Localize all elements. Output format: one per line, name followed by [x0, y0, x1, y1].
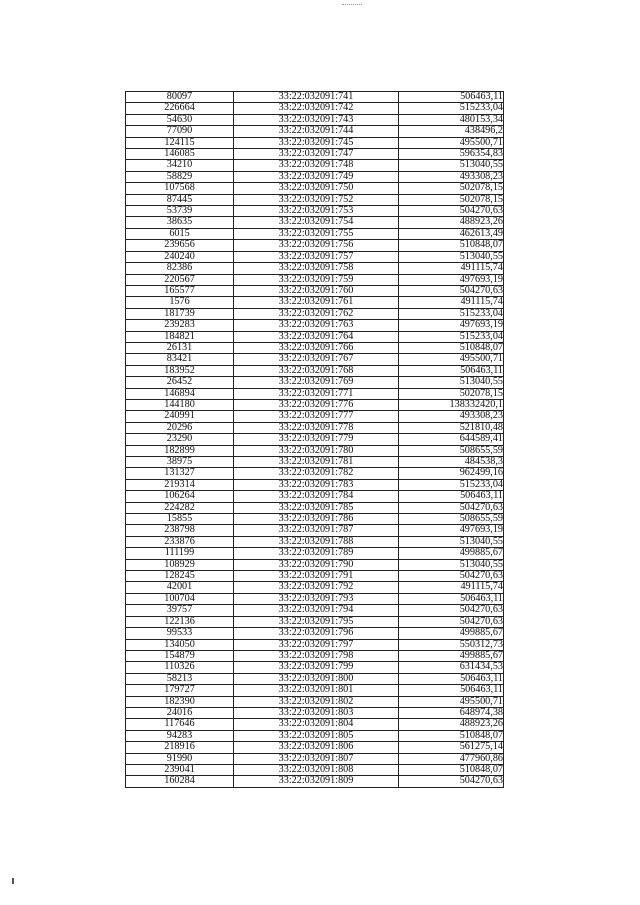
record-id-cell: 183952 — [126, 365, 234, 376]
record-id-cell: 54630 — [126, 114, 234, 125]
cadastral-value-cell: 502078,15 — [399, 183, 504, 194]
cadastral-number-cell: 33:22:032091:799 — [234, 662, 399, 673]
cadastral-number-cell: 33:22:032091:805 — [234, 730, 399, 741]
table-row — [126, 696, 504, 707]
table-row — [126, 525, 504, 536]
cadastral-value-cell: 644589,41 — [399, 434, 504, 445]
cadastral-value-cell: 499885,67 — [399, 548, 504, 559]
table-row — [126, 194, 504, 205]
scan-mark-top — [342, 4, 362, 7]
record-id-cell: 240991 — [126, 411, 234, 422]
record-id-cell: 38975 — [126, 457, 234, 468]
cadastral-number-cell: 33:22:032091:796 — [234, 628, 399, 639]
cadastral-number-cell: 33:22:032091:776 — [234, 399, 399, 410]
cadastral-value-cell: 502078,15 — [399, 388, 504, 399]
cadastral-value-cell: 510848,07 — [399, 764, 504, 775]
cadastral-value-cell: 513040,55 — [399, 251, 504, 262]
record-id-cell: 53739 — [126, 206, 234, 217]
cadastral-value-cell: 648974,38 — [399, 707, 504, 718]
cadastral-number-cell: 33:22:032091:763 — [234, 320, 399, 331]
cadastral-value-cell: 521810,48 — [399, 422, 504, 433]
cadastral-value-cell: 508655,59 — [399, 514, 504, 525]
record-id-cell: 240240 — [126, 251, 234, 262]
record-id-cell: 94283 — [126, 730, 234, 741]
table-row — [126, 593, 504, 604]
cadastral-number-cell: 33:22:032091:761 — [234, 297, 399, 308]
cadastral-number-cell: 33:22:032091:809 — [234, 776, 399, 787]
cadastral-number-cell: 33:22:032091:768 — [234, 365, 399, 376]
cadastral-value-cell: 502078,15 — [399, 194, 504, 205]
table-row — [126, 240, 504, 251]
record-id-cell: 58829 — [126, 171, 234, 182]
table-row — [126, 776, 504, 787]
cadastral-value-cell: 497693,19 — [399, 320, 504, 331]
cadastral-value-cell: 596354,83 — [399, 149, 504, 160]
record-id-cell: 182390 — [126, 696, 234, 707]
cadastral-value-cell: 508655,59 — [399, 445, 504, 456]
cadastral-value-cell: 497693,19 — [399, 525, 504, 536]
table-row — [126, 160, 504, 171]
cadastral-value-cell: 504270,63 — [399, 605, 504, 616]
cadastral-number-cell: 33:22:032091:748 — [234, 160, 399, 171]
cadastral-number-cell: 33:22:032091:804 — [234, 719, 399, 730]
cadastral-value-cell: 495500,71 — [399, 696, 504, 707]
cadastral-number-cell: 33:22:032091:767 — [234, 354, 399, 365]
cadastral-number-cell: 33:22:032091:795 — [234, 616, 399, 627]
cadastral-number-cell: 33:22:032091:752 — [234, 194, 399, 205]
record-id-cell: 111199 — [126, 548, 234, 559]
cadastral-number-cell: 33:22:032091:742 — [234, 103, 399, 114]
cadastral-value-cell: 504270,63 — [399, 206, 504, 217]
table-row — [126, 411, 504, 422]
table-row — [126, 502, 504, 513]
cadastral-number-cell: 33:22:032091:801 — [234, 685, 399, 696]
table-row — [126, 217, 504, 228]
cadastral-value-cell: 506463,11 — [399, 685, 504, 696]
record-id-cell: 122136 — [126, 616, 234, 627]
record-id-cell: 154879 — [126, 650, 234, 661]
table-row — [126, 103, 504, 114]
table-row — [126, 377, 504, 388]
record-id-cell: 219314 — [126, 479, 234, 490]
cadastral-number-cell: 33:22:032091:760 — [234, 285, 399, 296]
record-id-cell: 184821 — [126, 331, 234, 342]
cadastral-number-cell: 33:22:032091:786 — [234, 514, 399, 525]
cadastral-value-cell: 495500,71 — [399, 354, 504, 365]
table-row — [126, 742, 504, 753]
cadastral-value-cell: 513040,55 — [399, 536, 504, 547]
record-id-cell: 239283 — [126, 320, 234, 331]
table-row — [126, 331, 504, 342]
cadastral-number-cell: 33:22:032091:803 — [234, 707, 399, 718]
table-row — [126, 274, 504, 285]
cadastral-value-cell: 499885,67 — [399, 650, 504, 661]
cadastral-value-cell: 510848,07 — [399, 240, 504, 251]
record-id-cell: 146085 — [126, 149, 234, 160]
cadastral-value-cell: 491115,74 — [399, 582, 504, 593]
cadastral-value-cell: 499885,67 — [399, 628, 504, 639]
cadastral-value-cell: 462613,49 — [399, 228, 504, 239]
cadastral-value-cell: 513040,55 — [399, 160, 504, 171]
record-id-cell: 134050 — [126, 639, 234, 650]
cadastral-value-cell: 484538,3 — [399, 457, 504, 468]
cadastral-number-cell: 33:22:032091:754 — [234, 217, 399, 228]
record-id-cell: 146894 — [126, 388, 234, 399]
record-id-cell: 83421 — [126, 354, 234, 365]
cadastral-value-cell: 488923,26 — [399, 217, 504, 228]
table-row — [126, 571, 504, 582]
cadastral-number-cell: 33:22:032091:808 — [234, 764, 399, 775]
cadastral-value-cell: 510848,07 — [399, 730, 504, 741]
cadastral-value-cell: 631434,53 — [399, 662, 504, 673]
cadastral-number-cell: 33:22:032091:779 — [234, 434, 399, 445]
cadastral-number-cell: 33:22:032091:788 — [234, 536, 399, 547]
table-row — [126, 171, 504, 182]
record-id-cell: 182899 — [126, 445, 234, 456]
cadastral-value-cell: 477960,86 — [399, 753, 504, 764]
cadastral-value-table — [125, 91, 504, 788]
table-row — [126, 719, 504, 730]
table-row — [126, 126, 504, 137]
cadastral-value-cell: 488923,26 — [399, 719, 504, 730]
table-row — [126, 514, 504, 525]
cadastral-number-cell: 33:22:032091:743 — [234, 114, 399, 125]
record-id-cell: 6015 — [126, 228, 234, 239]
record-id-cell: 34210 — [126, 160, 234, 171]
record-id-cell: 218916 — [126, 742, 234, 753]
record-id-cell: 160284 — [126, 776, 234, 787]
cadastral-value-cell: 504270,63 — [399, 616, 504, 627]
record-id-cell: 38635 — [126, 217, 234, 228]
cadastral-value-cell: 506463,11 — [399, 673, 504, 684]
cadastral-number-cell: 33:22:032091:764 — [234, 331, 399, 342]
record-id-cell: 124115 — [126, 137, 234, 148]
record-id-cell: 58213 — [126, 673, 234, 684]
scan-mark-left — [12, 878, 14, 884]
table-row — [126, 639, 504, 650]
record-id-cell: 107568 — [126, 183, 234, 194]
cadastral-value-cell: 515233,04 — [399, 103, 504, 114]
record-id-cell: 20296 — [126, 422, 234, 433]
record-id-cell: 39757 — [126, 605, 234, 616]
record-id-cell: 238798 — [126, 525, 234, 536]
record-id-cell: 91990 — [126, 753, 234, 764]
table-row — [126, 354, 504, 365]
cadastral-number-cell: 33:22:032091:806 — [234, 742, 399, 753]
cadastral-number-cell: 33:22:032091:793 — [234, 593, 399, 604]
table-body — [126, 92, 504, 788]
table-row — [126, 764, 504, 775]
record-id-cell: 42001 — [126, 582, 234, 593]
table-row — [126, 445, 504, 456]
cadastral-number-cell: 33:22:032091:741 — [234, 92, 399, 103]
table-row — [126, 548, 504, 559]
cadastral-value-cell: 491115,74 — [399, 297, 504, 308]
table-row — [126, 673, 504, 684]
cadastral-number-cell: 33:22:032091:759 — [234, 274, 399, 285]
record-id-cell: 179727 — [126, 685, 234, 696]
table-row — [126, 628, 504, 639]
table-row — [126, 491, 504, 502]
record-id-cell: 131327 — [126, 468, 234, 479]
cadastral-number-cell: 33:22:032091:749 — [234, 171, 399, 182]
table-row — [126, 685, 504, 696]
record-id-cell: 181739 — [126, 308, 234, 319]
cadastral-value-cell: 493308,23 — [399, 411, 504, 422]
cadastral-value-cell: 480153,34 — [399, 114, 504, 125]
table-row — [126, 342, 504, 353]
cadastral-value-cell: 438496,2 — [399, 126, 504, 137]
table-row — [126, 365, 504, 376]
cadastral-number-cell: 33:22:032091:745 — [234, 137, 399, 148]
cadastral-number-cell: 33:22:032091:756 — [234, 240, 399, 251]
table-row — [126, 457, 504, 468]
record-id-cell: 117646 — [126, 719, 234, 730]
record-id-cell: 110326 — [126, 662, 234, 673]
cadastral-number-cell: 33:22:032091:762 — [234, 308, 399, 319]
record-id-cell: 15855 — [126, 514, 234, 525]
cadastral-number-cell: 33:22:032091:750 — [234, 183, 399, 194]
table-row — [126, 707, 504, 718]
record-id-cell: 23290 — [126, 434, 234, 445]
table-row — [126, 422, 504, 433]
table-row — [126, 285, 504, 296]
cadastral-number-cell: 33:22:032091:789 — [234, 548, 399, 559]
cadastral-value-cell: 497693,19 — [399, 274, 504, 285]
cadastral-number-cell: 33:22:032091:784 — [234, 491, 399, 502]
cadastral-value-cell: 495500,71 — [399, 137, 504, 148]
record-id-cell: 24016 — [126, 707, 234, 718]
table-row — [126, 582, 504, 593]
record-id-cell: 224282 — [126, 502, 234, 513]
table-row — [126, 559, 504, 570]
table-row — [126, 206, 504, 217]
record-id-cell: 82386 — [126, 263, 234, 274]
cadastral-number-cell: 33:22:032091:785 — [234, 502, 399, 513]
table-row — [126, 650, 504, 661]
table-row — [126, 228, 504, 239]
cadastral-value-cell: 504270,63 — [399, 571, 504, 582]
cadastral-number-cell: 33:22:032091:753 — [234, 206, 399, 217]
cadastral-number-cell: 33:22:032091:747 — [234, 149, 399, 160]
cadastral-value-cell: 513040,55 — [399, 559, 504, 570]
cadastral-value-cell: 504270,63 — [399, 776, 504, 787]
table-row — [126, 468, 504, 479]
record-id-cell: 226664 — [126, 103, 234, 114]
cadastral-number-cell: 33:22:032091:792 — [234, 582, 399, 593]
cadastral-number-cell: 33:22:032091:783 — [234, 479, 399, 490]
cadastral-number-cell: 33:22:032091:769 — [234, 377, 399, 388]
cadastral-value-cell: 138332420,1 — [399, 399, 504, 410]
cadastral-value-cell: 506463,11 — [399, 593, 504, 604]
cadastral-value-cell: 515233,04 — [399, 479, 504, 490]
record-id-cell: 26131 — [126, 342, 234, 353]
cadastral-value-cell: 506463,11 — [399, 491, 504, 502]
record-id-cell: 239656 — [126, 240, 234, 251]
table-row — [126, 388, 504, 399]
table-row — [126, 605, 504, 616]
table-row — [126, 434, 504, 445]
table-row — [126, 92, 504, 103]
table-row — [126, 479, 504, 490]
cadastral-value-cell: 510848,07 — [399, 342, 504, 353]
cadastral-value-cell: 561275,14 — [399, 742, 504, 753]
cadastral-number-cell: 33:22:032091:800 — [234, 673, 399, 684]
cadastral-number-cell: 33:22:032091:787 — [234, 525, 399, 536]
record-id-cell: 165577 — [126, 285, 234, 296]
table-row — [126, 616, 504, 627]
cadastral-number-cell: 33:22:032091:791 — [234, 571, 399, 582]
cadastral-number-cell: 33:22:032091:780 — [234, 445, 399, 456]
table-row — [126, 183, 504, 194]
cadastral-number-cell: 33:22:032091:798 — [234, 650, 399, 661]
table-row — [126, 320, 504, 331]
cadastral-number-cell: 33:22:032091:797 — [234, 639, 399, 650]
cadastral-value-cell: 513040,55 — [399, 377, 504, 388]
record-id-cell: 128245 — [126, 571, 234, 582]
record-id-cell: 233876 — [126, 536, 234, 547]
cadastral-value-cell: 506463,11 — [399, 365, 504, 376]
cadastral-number-cell: 33:22:032091:802 — [234, 696, 399, 707]
cadastral-number-cell: 33:22:032091:807 — [234, 753, 399, 764]
cadastral-number-cell: 33:22:032091:782 — [234, 468, 399, 479]
record-id-cell: 100704 — [126, 593, 234, 604]
cadastral-value-cell: 493308,23 — [399, 171, 504, 182]
cadastral-number-cell: 33:22:032091:766 — [234, 342, 399, 353]
record-id-cell: 80097 — [126, 92, 234, 103]
cadastral-value-cell: 491115,74 — [399, 263, 504, 274]
cadastral-number-cell: 33:22:032091:777 — [234, 411, 399, 422]
cadastral-value-cell: 504270,63 — [399, 502, 504, 513]
table-row — [126, 730, 504, 741]
record-id-cell: 220567 — [126, 274, 234, 285]
table-row — [126, 536, 504, 547]
table-row — [126, 308, 504, 319]
record-id-cell: 144180 — [126, 399, 234, 410]
cadastral-value-cell: 506463,11 — [399, 92, 504, 103]
table-row — [126, 399, 504, 410]
cadastral-value-cell: 515233,04 — [399, 308, 504, 319]
cadastral-number-cell: 33:22:032091:790 — [234, 559, 399, 570]
cadastral-number-cell: 33:22:032091:781 — [234, 457, 399, 468]
cadastral-number-cell: 33:22:032091:758 — [234, 263, 399, 274]
record-id-cell: 108929 — [126, 559, 234, 570]
table-row — [126, 251, 504, 262]
cadastral-value-cell: 962499,16 — [399, 468, 504, 479]
record-id-cell: 106264 — [126, 491, 234, 502]
table-row — [126, 263, 504, 274]
table-row — [126, 149, 504, 160]
cadastral-number-cell: 33:22:032091:757 — [234, 251, 399, 262]
table-row — [126, 297, 504, 308]
record-id-cell: 239041 — [126, 764, 234, 775]
table-row — [126, 662, 504, 673]
record-id-cell: 1576 — [126, 297, 234, 308]
cadastral-number-cell: 33:22:032091:794 — [234, 605, 399, 616]
record-id-cell: 87445 — [126, 194, 234, 205]
table-row — [126, 137, 504, 148]
cadastral-number-cell: 33:22:032091:778 — [234, 422, 399, 433]
cadastral-value-cell: 515233,04 — [399, 331, 504, 342]
record-id-cell: 26452 — [126, 377, 234, 388]
table-row — [126, 753, 504, 764]
table-row — [126, 114, 504, 125]
cadastral-value-cell: 550312,73 — [399, 639, 504, 650]
record-id-cell: 99533 — [126, 628, 234, 639]
cadastral-number-cell: 33:22:032091:744 — [234, 126, 399, 137]
cadastral-number-cell: 33:22:032091:771 — [234, 388, 399, 399]
cadastral-value-cell: 504270,63 — [399, 285, 504, 296]
record-id-cell: 77090 — [126, 126, 234, 137]
cadastral-number-cell: 33:22:032091:755 — [234, 228, 399, 239]
